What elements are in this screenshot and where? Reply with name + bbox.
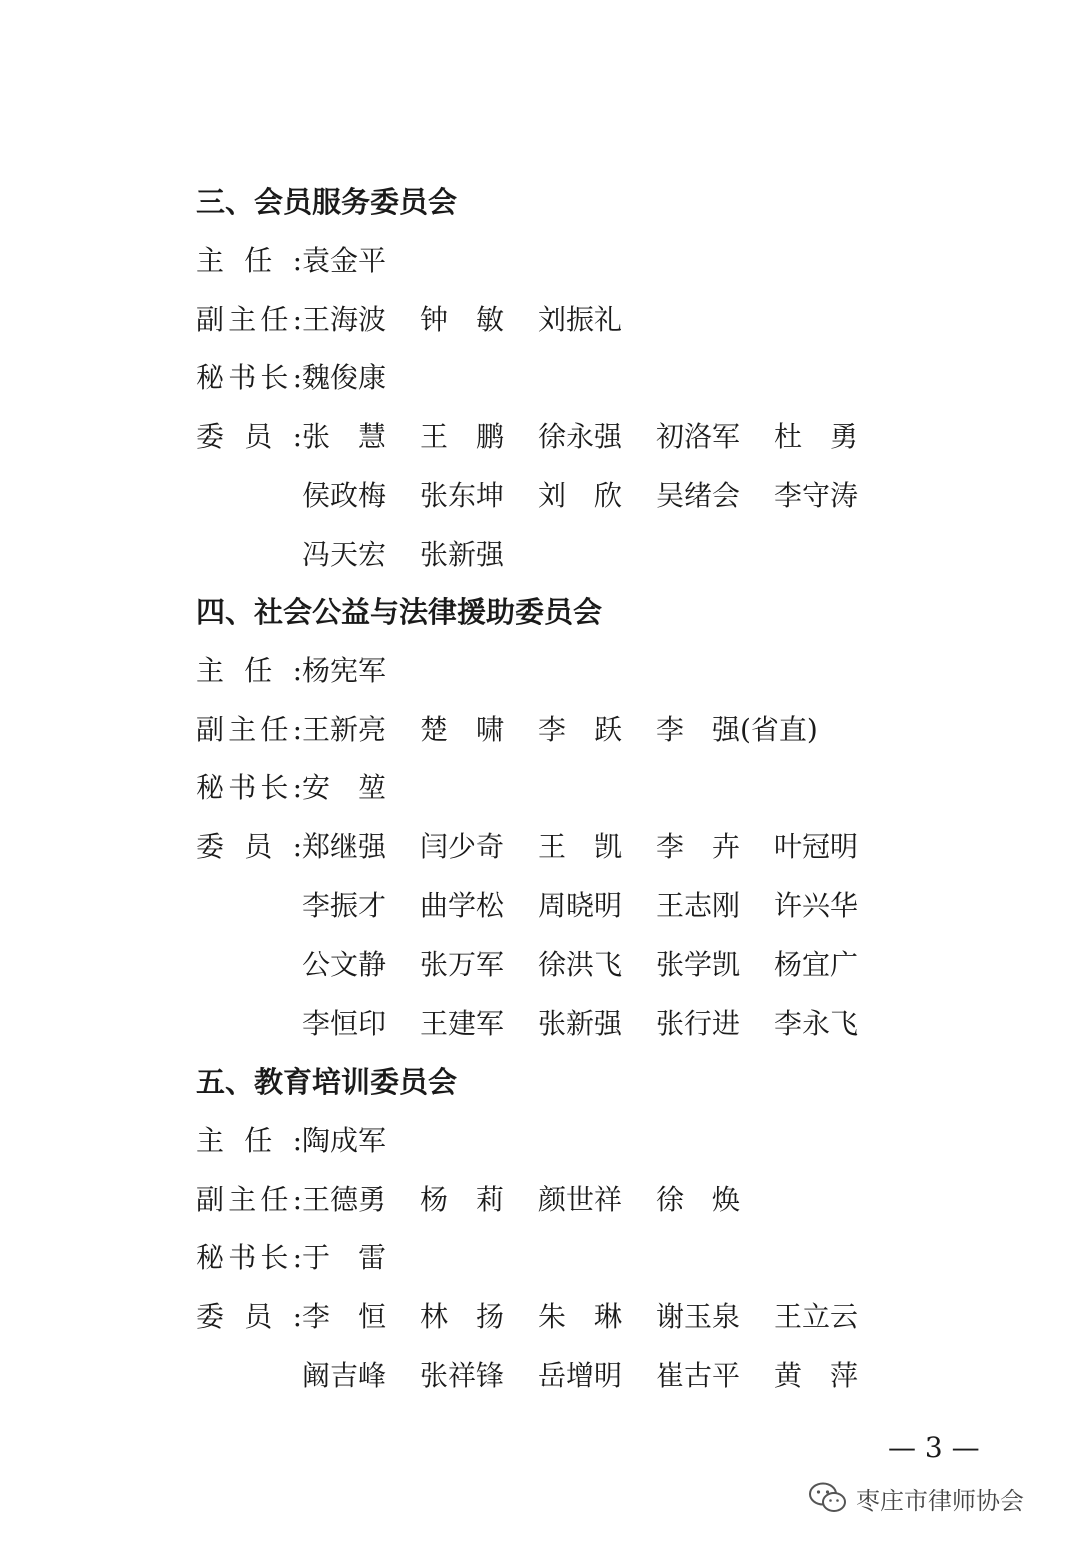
- role-label: [196, 710, 302, 750]
- role-label: [196, 768, 302, 808]
- member-name: 钟 敏: [420, 302, 505, 336]
- member-name: 陶成军: [302, 1123, 387, 1157]
- wechat-account-watermark: [808, 1478, 1024, 1518]
- role-char: 长: [260, 771, 289, 805]
- role-char: 长: [260, 361, 289, 395]
- role-char: 书: [228, 771, 257, 805]
- member-name: 王建军: [420, 1006, 505, 1040]
- role-char: 任: [260, 712, 289, 746]
- member-name: 王新亮: [302, 712, 387, 746]
- role-char: 秘: [196, 361, 225, 395]
- role-label: [196, 241, 302, 281]
- role-char: 主: [196, 243, 225, 277]
- member-name: 李永飞: [774, 1006, 859, 1040]
- member-name: 袁金平: [302, 243, 387, 277]
- role-label: [196, 1180, 302, 1220]
- role-label: [196, 1238, 302, 1278]
- role-label: [196, 417, 302, 457]
- member-name: 李 跃: [538, 712, 623, 746]
- member-name: 魏俊康: [302, 361, 387, 395]
- member-name: 楚 啸: [420, 712, 505, 746]
- member-name: 李振才: [302, 889, 387, 922]
- role-char: 副: [196, 1182, 225, 1216]
- wechat-icon: [808, 1481, 848, 1515]
- member-name: 李 恒: [302, 1300, 387, 1334]
- member-name: 王志刚: [656, 889, 741, 922]
- member-name: 闫少奇: [420, 830, 505, 864]
- member-name: 公文静: [302, 947, 387, 981]
- role-label: [196, 358, 302, 398]
- role-char: :: [292, 771, 302, 805]
- member-name: 徐 焕: [656, 1182, 741, 1216]
- member-name: 张学凯: [656, 947, 741, 981]
- member-name: 杜 勇: [774, 420, 859, 454]
- role-char: :: [292, 1241, 302, 1275]
- section-heading: 五、教育培训委员会: [196, 1065, 458, 1099]
- member-name: 吴绪会: [656, 479, 741, 512]
- role-char: :: [292, 361, 302, 395]
- role-char: 任: [260, 302, 289, 336]
- member-name: 杨 莉: [420, 1182, 505, 1216]
- member-name: 许兴华: [774, 889, 859, 922]
- section-heading: 三、会员服务委员会: [196, 185, 458, 219]
- member-name: 初洛军: [656, 420, 741, 454]
- role-label: [196, 651, 302, 691]
- member-name: 李守涛: [774, 479, 859, 512]
- member-name: 张新强: [538, 1006, 623, 1040]
- member-name: 徐洪飞: [538, 947, 623, 981]
- member-name: 曲学松: [420, 889, 505, 922]
- member-name: 徐永强: [538, 420, 623, 454]
- member-name: 张新强: [420, 537, 505, 571]
- role-char: 主: [228, 712, 257, 746]
- member-name: 刘振礼: [538, 302, 623, 336]
- role-char: :: [292, 1182, 302, 1216]
- role-char: :: [292, 712, 302, 746]
- role-char: 委: [196, 420, 225, 454]
- member-name: 王立云: [774, 1300, 859, 1334]
- role-char: 员: [244, 1300, 273, 1334]
- member-name: 王 凯: [538, 830, 623, 864]
- role-char: 副: [196, 712, 225, 746]
- member-name: 张行进: [656, 1006, 741, 1040]
- role-char: :: [292, 302, 302, 336]
- role-char: 主: [196, 653, 225, 687]
- member-name: 阚吉峰: [302, 1359, 387, 1392]
- role-char: 任: [260, 1182, 289, 1216]
- member-name: 王海波: [302, 302, 387, 336]
- role-char: 主: [228, 1182, 257, 1216]
- member-name: 王 鹏: [420, 420, 505, 454]
- account-name: 枣庄市律师协会: [856, 1486, 1024, 1515]
- member-name: 李恒印: [302, 1006, 387, 1040]
- role-char: 员: [244, 830, 273, 864]
- member-name: 于 雷: [302, 1241, 387, 1275]
- role-char: 主: [196, 1123, 225, 1157]
- role-char: :: [292, 243, 302, 277]
- role-label: [196, 1297, 302, 1337]
- member-name: 侯政梅: [302, 479, 387, 512]
- member-name: 王德勇: [302, 1182, 387, 1216]
- member-name: 张祥锋: [420, 1359, 505, 1392]
- role-char: 委: [196, 830, 225, 864]
- member-name: 谢玉泉: [656, 1300, 741, 1334]
- role-char: 书: [228, 1241, 257, 1275]
- role-char: 委: [196, 1300, 225, 1334]
- member-name: 岳增明: [538, 1359, 623, 1392]
- member-name: 杨宪军: [302, 653, 387, 687]
- member-name: 杨宜广: [774, 947, 859, 981]
- role-char: :: [292, 1300, 302, 1334]
- member-name: 李 强(省直): [656, 712, 818, 746]
- member-name: 李 卉: [656, 830, 741, 864]
- member-name: 黄 萍: [774, 1359, 859, 1392]
- member-name: 安 堃: [302, 771, 387, 805]
- member-name: 刘 欣: [538, 479, 623, 512]
- role-char: 员: [244, 420, 273, 454]
- role-label: [196, 827, 302, 867]
- role-char: :: [292, 653, 302, 687]
- member-name: 张东坤: [420, 479, 505, 512]
- role-char: 任: [244, 243, 273, 277]
- member-name: 朱 琳: [538, 1300, 623, 1334]
- role-char: 秘: [196, 771, 225, 805]
- member-name: 张 慧: [302, 420, 387, 454]
- member-name: 张万军: [420, 947, 505, 981]
- role-char: :: [292, 830, 302, 864]
- member-name: 冯天宏: [302, 537, 387, 571]
- role-label: [196, 300, 302, 340]
- role-char: :: [292, 420, 302, 454]
- page-number: — 3 —: [888, 1431, 980, 1464]
- member-name: 林 扬: [420, 1300, 505, 1334]
- member-name: 崔古平: [656, 1359, 741, 1392]
- role-char: :: [292, 1123, 302, 1157]
- role-label: [196, 1121, 302, 1161]
- member-name: 颜世祥: [538, 1182, 623, 1216]
- member-name: 叶冠明: [774, 830, 859, 864]
- member-name: 周晓明: [538, 889, 623, 922]
- role-char: 秘: [196, 1241, 225, 1275]
- role-char: 长: [260, 1241, 289, 1275]
- role-char: 任: [244, 1123, 273, 1157]
- role-char: 主: [228, 302, 257, 336]
- member-name: 郑继强: [302, 830, 387, 864]
- role-char: 任: [244, 653, 273, 687]
- section-heading: 四、社会公益与法律援助委员会: [196, 595, 603, 629]
- role-char: 副: [196, 302, 225, 336]
- role-char: 书: [228, 361, 257, 395]
